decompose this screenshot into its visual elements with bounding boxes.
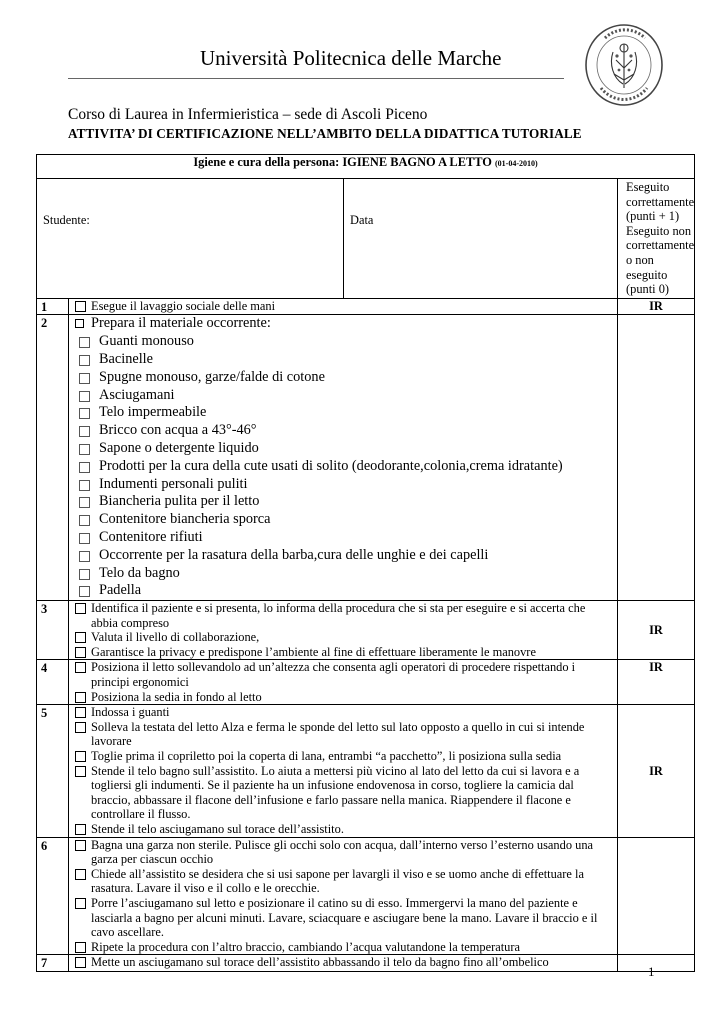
material-item[interactable]: Occorrente per la rasatura della barba,cura delle unghie e dei capelli (69, 547, 617, 565)
material-item[interactable]: Asciugamani (69, 387, 617, 405)
header-rule (68, 78, 564, 79)
table-row (37, 660, 695, 705)
row-number: 4 (37, 660, 69, 705)
table-row (37, 315, 695, 601)
table-row (37, 705, 695, 837)
row-content (69, 298, 618, 315)
material-item[interactable]: Spugne monouso, garze/falde di cotone (69, 369, 617, 387)
row-content (69, 955, 618, 972)
material-item[interactable]: Padella (69, 582, 617, 600)
checklist-item[interactable]: Toglie prima il copriletto poi la coperta di lana, entrambi “a pacchetto”, li posiziona sulla sedia (69, 749, 617, 764)
score-legend: Eseguito correttamente (punti + 1) Eseguito non correttamente o non eseguito (punti 0) (618, 179, 695, 299)
checklist-item[interactable]: Garantisce la privacy e predispone l’ambiente al fine di effettuare liberamente le manovre (69, 645, 617, 660)
certification-line: ATTIVITA’ DI CERTIFICAZIONE NELL’AMBITO DELLA DIDATTICA TUTORIALE (68, 126, 582, 141)
form-date: (01-04-2010) (495, 159, 538, 168)
row-score[interactable] (618, 315, 695, 601)
checklist-item[interactable]: Valuta il livello di collaborazione, (69, 630, 617, 645)
row-content (69, 660, 618, 705)
row-score[interactable]: IR (618, 660, 695, 705)
row-score[interactable] (618, 955, 695, 972)
checklist-item[interactable]: Mette un asciugamano sul torace dell’assistito abbassando il telo da bagno fino all’ombelico (69, 955, 617, 970)
checkbox-icon (75, 319, 84, 328)
material-item[interactable]: Contenitore biancheria sporca (69, 511, 617, 529)
material-item[interactable]: Bricco con acqua a 43°-46° (69, 422, 617, 440)
university-seal-logo (583, 22, 665, 108)
material-item[interactable]: Telo da bagno (69, 565, 617, 583)
checklist-item[interactable]: Ripete la procedura con l’altro braccio, cambiando l’acqua valutandone la temperatura (69, 940, 617, 955)
material-item[interactable]: Bacinelle (69, 351, 617, 369)
checklist-item[interactable]: Posiziona il letto sollevandolo ad un’altezza che consenta agli operatori di procedere rispettando i principi ergonomici (69, 660, 617, 689)
material-item[interactable]: Sapone o detergente liquido (69, 440, 617, 458)
form-title (37, 155, 695, 179)
material-item[interactable]: Indumenti personali puliti (69, 476, 617, 494)
checklist-item[interactable]: Posiziona la sedia in fondo al letto (69, 690, 617, 705)
course-line: Corso di Laurea in Infermieristica – sede di Ascoli Piceno (68, 106, 428, 123)
row-content (69, 705, 618, 837)
form-title-row (37, 155, 695, 179)
form-title-text: Igiene e cura della persona: IGIENE BAGNO A LETTO (193, 155, 492, 169)
checklist-item[interactable]: Porre l’asciugamano sul letto e posizionare il catino su di esso. Immergervi la mano del paziente e lasciarla a bagno per alcuni minuti. Lavare, sciacquare e asciugare bene la mano. Lavare il braccio e il cavo ascellare. (69, 896, 617, 940)
row-content (69, 315, 618, 601)
row-number: 7 (37, 955, 69, 972)
table-row (37, 601, 695, 660)
table-row (37, 298, 695, 315)
row-score[interactable]: IR (618, 298, 695, 315)
student-field[interactable] (37, 179, 344, 299)
checklist-item[interactable]: Indossa i guanti (69, 705, 617, 720)
material-item[interactable]: Guanti monouso (69, 333, 617, 351)
row-score[interactable]: IR (618, 601, 695, 660)
row-number: 6 (37, 837, 69, 955)
student-row (37, 179, 695, 299)
materials-heading: Prepara il materiale occorrente: (91, 315, 271, 332)
student-label: Studente: (43, 213, 90, 227)
row-content (69, 837, 618, 955)
checklist-item[interactable] (69, 315, 617, 333)
checklist-item[interactable]: Bagna una garza non sterile. Pulisce gli occhi solo con acqua, dall’interno verso l’esterno usando una garza per ciascun occhio (69, 838, 617, 867)
checklist-item[interactable]: Stende il telo bagno sull’assistito. Lo aiuta a mettersi più vicino al lato del letto da cui si lavora e a togliersi gli indumenti. Se il paziente ha un infusione endovenosa in corso, togliere la camicia dal braccio, abbassare il flacone dell’infusione e farlo passare nella manica. Riappendere il flacone e controllare il flusso. (69, 764, 617, 822)
university-title: Università Politecnica delle Marche (200, 46, 502, 70)
date-field[interactable] (344, 179, 618, 299)
table-row (37, 955, 695, 972)
row-score[interactable]: IR (618, 705, 695, 837)
material-item[interactable]: Biancheria pulita per il letto (69, 493, 617, 511)
evaluation-table (36, 154, 695, 972)
row-content (69, 601, 618, 660)
row-number: 5 (37, 705, 69, 837)
material-item[interactable]: Prodotti per la cura della cute usati di solito (deodorante,colonia,crema idratante) (69, 458, 617, 476)
material-item[interactable]: Contenitore rifiuti (69, 529, 617, 547)
row-number: 2 (37, 315, 69, 601)
checklist-item[interactable]: Chiede all’assistito se desidera che si usi sapone per lavargli il viso e se uomo anche di effettuare la rasatura. Lavare il viso e il collo e le orecchie. (69, 867, 617, 896)
row-number: 3 (37, 601, 69, 660)
page-number: 1 (648, 964, 655, 979)
checklist-item[interactable]: Identifica il paziente e si presenta, lo informa della procedura che si sta per eseguire e si accerta che abbia compreso (69, 601, 617, 630)
row-number: 1 (37, 298, 69, 315)
table-row (37, 837, 695, 955)
material-item[interactable]: Telo impermeabile (69, 404, 617, 422)
date-label: Data (350, 213, 374, 227)
checklist-item[interactable]: Stende il telo asciugamano sul torace dell’assistito. (69, 822, 617, 837)
row-score[interactable] (618, 837, 695, 955)
checklist-item[interactable]: Esegue il lavaggio sociale delle mani (69, 299, 617, 314)
checklist-item[interactable]: Solleva la testata del letto Alza e ferma le sponde del letto sul lato opposto a quello in cui si intende lavorare (69, 720, 617, 749)
